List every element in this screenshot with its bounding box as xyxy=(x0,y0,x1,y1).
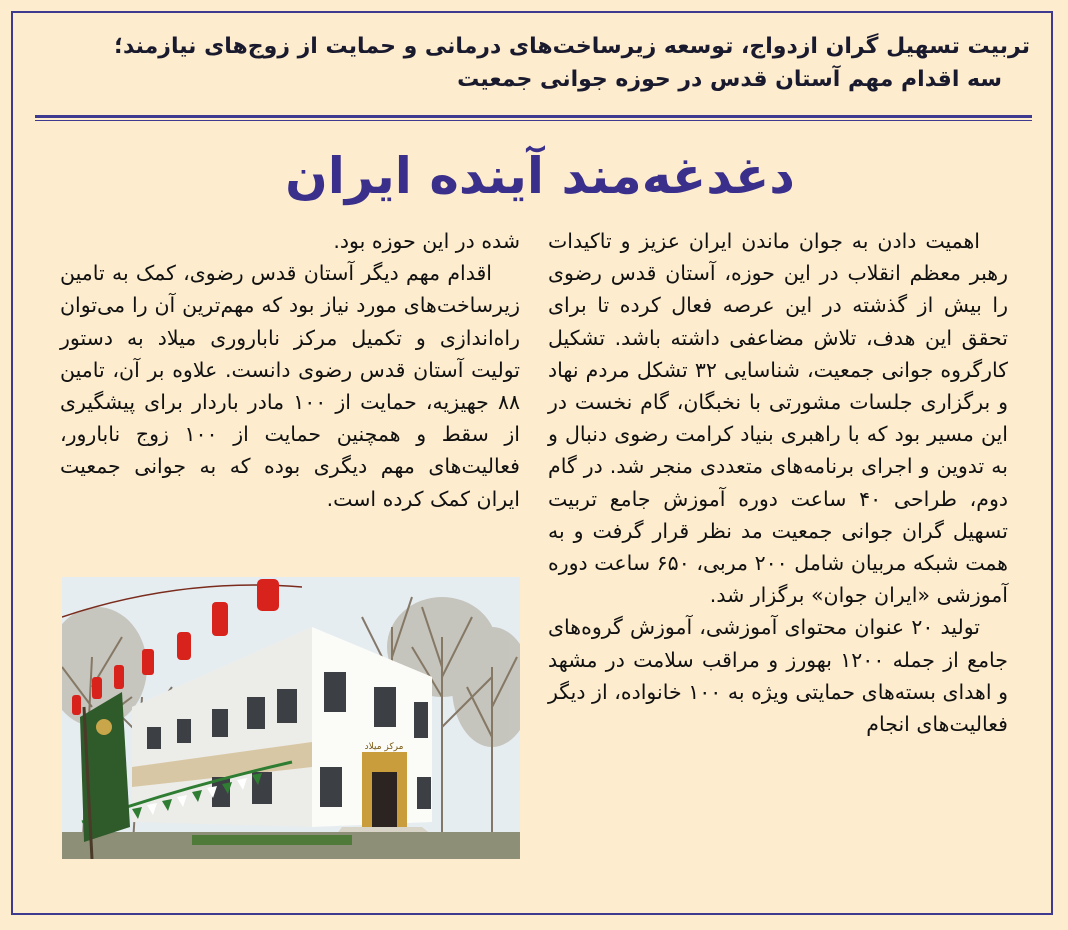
header-line-2: سه اقدام مهم آستان قدس در حوزه جوانی جمعیت xyxy=(457,67,1002,92)
right-paragraph-1: اهمیت دادن به جوان ماندن ایران عزیز و تاکیدات رهبر معظم انقلاب در این حوزه، آستان قدس رضوی را بیش از گذشته در این عرصه فعال کرده تا برای تحقق این هدف، تلاش مضاعفی داشته باشد. تشکیل کارگروه جوانی جمعیت، شناسایی ۳۲ تشکل مردم نهاد و برگزاری جلسات مشورتی با نخبگان، گام نخست در این مسیر بود که با راهبری بنیاد کرامت رضوی دنبال و به تدوین و اجرای برنامه‌های متعددی منجر شد. در گام دوم، طراحی ۴۰ ساعت دوره آموزش جامع تربیت تسهیل گران جوانی جمعیت مد نظر قرار گرفت و به همت شبکه مربیان شامل ۲۰۰ مربی، ۶۵۰ ساعت دوره آموزشی «ایران جوان» برگزار شد. xyxy=(548,229,1009,608)
building-sign: مرکز میلاد xyxy=(364,742,404,752)
header-divider-thin xyxy=(35,120,1032,121)
header-line-1: تربیت تسهیل گران ازدواج، توسعه زیرساخت‌های درمانی و حمایت از زوج‌های نیازمند؛ xyxy=(114,34,1030,59)
building-photo xyxy=(62,577,520,859)
article-header xyxy=(40,30,1030,96)
left-paragraph-1: شده در این حوزه بود. xyxy=(333,229,520,253)
left-column xyxy=(60,225,520,515)
left-paragraph-2: اقدام مهم دیگر آستان قدس رضوی، کمک به تامین زیرساخت‌های مورد نیاز بود که مهم‌ترین آن را می‌توان راه‌اندازی و تکمیل مرکز ناباروری میلاد به دستور تولیت آستان قدس رضوی دانست. علاوه بر آن، تامین ۸۸ جهیزیه، حمایت از ۱۰۰ مادر باردار برای پیشگیری از سقط و همچنین حمایت از ۱۰۰ زوج نابارور، فعالیت‌های مهم دیگری بوده که به جوانی جمعیت ایران کمک کرده است. xyxy=(60,261,521,511)
right-column xyxy=(548,225,1008,740)
header-divider xyxy=(35,115,1032,118)
article-title: دغدغه‌مند آینده ایران xyxy=(285,147,795,205)
right-paragraph-2: تولید ۲۰ عنوان محتوای آموزشی، آموزش گروه‌های جامع از جمله ۱۲۰۰ بهورز و مراقب سلامت در مشهد و اهدای بسته‌های حمایتی ویژه به ۱۰۰ خانواده، از دیگر فعالیت‌های انجام xyxy=(548,615,1008,737)
